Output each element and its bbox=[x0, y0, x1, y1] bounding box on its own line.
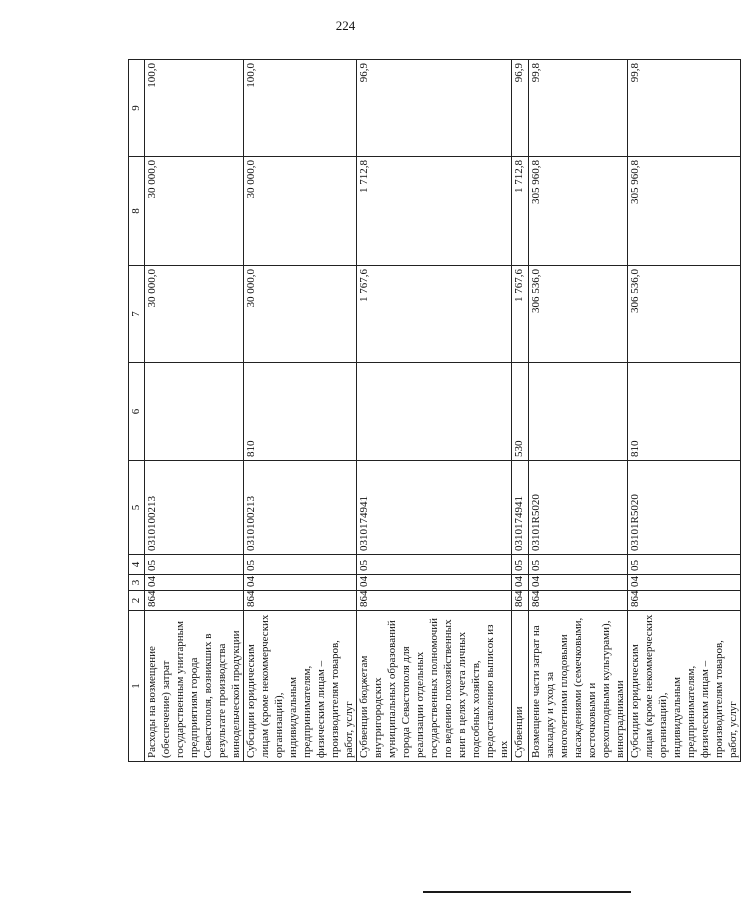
target-article-code: 0310174941 bbox=[512, 461, 529, 555]
target-article-code: 0310100213 bbox=[145, 461, 244, 555]
execution-percent: 96,9 bbox=[357, 60, 512, 157]
admin-code: 864 bbox=[357, 591, 512, 611]
planned-amount: 306 536,0 bbox=[628, 266, 741, 363]
row-name: Субвенции bbox=[512, 611, 529, 762]
column-header: 7 bbox=[129, 266, 145, 363]
admin-code: 864 bbox=[512, 591, 529, 611]
row-name: Возмещение части затрат на закладку и уход за многолетними плодовыми насаждениями (семечковыми, косточковыми и орехоплодными культурами), виноградниками bbox=[529, 611, 628, 762]
row-name: Субвенции бюджетам внутригородских муниципальных образований города Севастополя для реализации отдельных государственных полномочий по ведению похозяйственных книг в целях учета личных подсобных хозяйств, предоставлению выписок из них bbox=[357, 611, 512, 762]
bottom-divider bbox=[423, 891, 631, 893]
expense-type-code: 810 bbox=[628, 363, 741, 461]
admin-code: 864 bbox=[145, 591, 244, 611]
execution-percent: 100,0 bbox=[244, 60, 357, 157]
admin-code: 864 bbox=[529, 591, 628, 611]
header-row bbox=[129, 60, 145, 762]
admin-code: 864 bbox=[244, 591, 357, 611]
expense-type-code bbox=[529, 363, 628, 461]
table-row bbox=[512, 60, 529, 762]
rotated-table-wrapper bbox=[128, 60, 739, 762]
target-article-code: 03101R5020 bbox=[628, 461, 741, 555]
subsection-code: 05 bbox=[628, 555, 741, 575]
table-row bbox=[357, 60, 512, 762]
target-article-code: 0310100213 bbox=[244, 461, 357, 555]
section-code: 04 bbox=[628, 575, 741, 591]
section-code: 04 bbox=[529, 575, 628, 591]
expense-type-code bbox=[145, 363, 244, 461]
table-row bbox=[529, 60, 628, 762]
subsection-code: 05 bbox=[357, 555, 512, 575]
expense-type-code: 530 bbox=[512, 363, 529, 461]
executed-amount: 30 000,0 bbox=[145, 157, 244, 266]
execution-percent: 96,9 bbox=[512, 60, 529, 157]
column-header: 8 bbox=[129, 157, 145, 266]
section-code: 04 bbox=[357, 575, 512, 591]
executed-amount: 1 712,8 bbox=[357, 157, 512, 266]
expense-type-code bbox=[357, 363, 512, 461]
executed-amount: 30 000,0 bbox=[244, 157, 357, 266]
executed-amount: 305 960,8 bbox=[529, 157, 628, 266]
admin-code: 864 bbox=[628, 591, 741, 611]
planned-amount: 1 767,6 bbox=[357, 266, 512, 363]
column-header: 4 bbox=[129, 555, 145, 575]
expense-type-code: 810 bbox=[244, 363, 357, 461]
column-header: 6 bbox=[129, 363, 145, 461]
planned-amount: 30 000,0 bbox=[145, 266, 244, 363]
table-row bbox=[244, 60, 357, 762]
column-header: 3 bbox=[129, 575, 145, 591]
execution-percent: 99,8 bbox=[529, 60, 628, 157]
target-article-code: 03101R5020 bbox=[529, 461, 628, 555]
subsection-code: 05 bbox=[244, 555, 357, 575]
row-name: Расходы на возмещение (обеспечение) затрат государственным унитарным предприятиям города Севастополя, возникших в результате производства винодельческой продукции bbox=[145, 611, 244, 762]
subsection-code: 05 bbox=[145, 555, 244, 575]
column-header: 5 bbox=[129, 461, 145, 555]
row-name: Субсидии юридическим лицам (кроме некоммерческих организаций), индивидуальным предпринимателям, физическим лицам – производителям товаров, работ, услуг bbox=[244, 611, 357, 762]
subsection-code: 05 bbox=[529, 555, 628, 575]
table-row bbox=[628, 60, 741, 762]
budget-table bbox=[128, 59, 741, 762]
column-header: 1 bbox=[129, 611, 145, 762]
planned-amount: 306 536,0 bbox=[529, 266, 628, 363]
execution-percent: 99,8 bbox=[628, 60, 741, 157]
column-header: 9 bbox=[129, 60, 145, 157]
subsection-code: 05 bbox=[512, 555, 529, 575]
executed-amount: 305 960,8 bbox=[628, 157, 741, 266]
page-number: 224 bbox=[335, 18, 356, 33]
table-row bbox=[145, 60, 244, 762]
row-name: Субсидии юридическим лицам (кроме некоммерческих организаций), индивидуальным предпринимателям, физическим лицам – производителям товаров, работ, услуг bbox=[628, 611, 741, 762]
section-code: 04 bbox=[244, 575, 357, 591]
planned-amount: 1 767,6 bbox=[512, 266, 529, 363]
section-code: 04 bbox=[512, 575, 529, 591]
execution-percent: 100,0 bbox=[145, 60, 244, 157]
target-article-code: 0310174941 bbox=[357, 461, 512, 555]
section-code: 04 bbox=[145, 575, 244, 591]
executed-amount: 1 712,8 bbox=[512, 157, 529, 266]
planned-amount: 30 000,0 bbox=[244, 266, 357, 363]
column-header: 2 bbox=[129, 591, 145, 611]
